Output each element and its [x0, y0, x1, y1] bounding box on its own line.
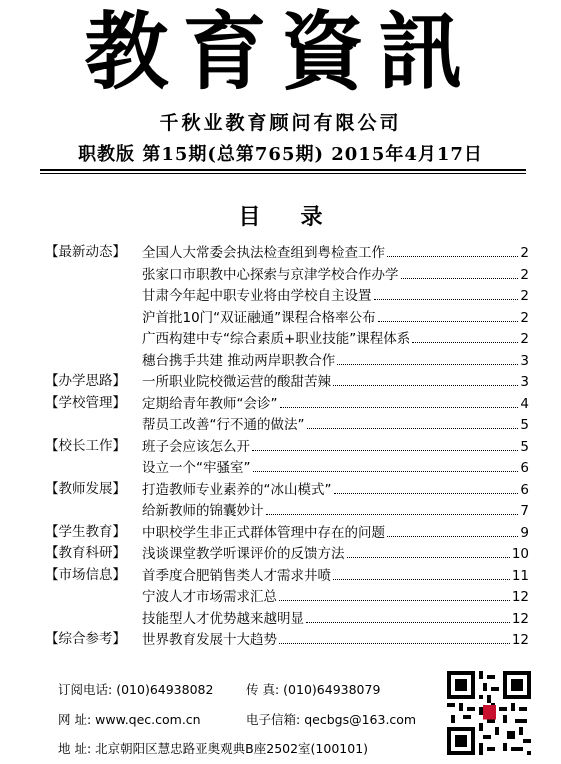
- toc-category: 【最新动态】: [45, 244, 126, 260]
- toc-row[interactable]: [45, 479, 529, 501]
- toc-entry[interactable]: [142, 414, 529, 437]
- toc-page-number: 5: [520, 438, 529, 455]
- toc-row[interactable]: [45, 586, 529, 608]
- toc-entry-title: 甘肃今年起中职专业将由学校自主设置: [142, 288, 372, 304]
- dot-leader: [337, 350, 518, 365]
- toc-page-number: 12: [511, 589, 529, 605]
- email-link[interactable]: qecbgs@163.com: [304, 712, 417, 727]
- toc-page-number: 12: [511, 632, 529, 648]
- toc-page-number: 2: [520, 331, 529, 347]
- toc-row[interactable]: [45, 307, 529, 329]
- toc-entry[interactable]: [142, 608, 529, 631]
- dot-leader: [347, 543, 510, 558]
- toc-entry-title: 定期给青年教师“会诊”: [142, 395, 278, 412]
- dot-leader: [412, 328, 518, 343]
- dot-leader: [333, 565, 510, 580]
- toc-entry[interactable]: [142, 264, 529, 287]
- toc-row[interactable]: [45, 629, 529, 651]
- toc-category: 【教育科研】: [45, 545, 126, 561]
- toc-row[interactable]: [45, 500, 529, 522]
- toc-entry-title: 技能型人才优势越来越明显: [142, 610, 304, 627]
- dot-leader: [334, 479, 519, 494]
- toc-page-number: 2: [520, 245, 529, 261]
- toc-entry-title: 穗台携手共建 推动两岸职教合作: [142, 352, 336, 369]
- toc-category: 【学生教育】: [45, 523, 126, 540]
- toc-category: 【市场信息】: [45, 566, 126, 583]
- toc-row[interactable]: [45, 543, 529, 565]
- toc-row[interactable]: [45, 436, 529, 458]
- toc-entry-title: 给新教师的锦囊妙计: [142, 503, 264, 519]
- toc-row[interactable]: [45, 285, 529, 307]
- toc-page-number: 2: [520, 266, 529, 283]
- toc-entry-title: 沪首批10门“双证融通”课程合格率公布: [142, 309, 376, 326]
- toc-row[interactable]: [45, 393, 529, 415]
- toc-row[interactable]: [45, 350, 529, 372]
- dot-leader: [253, 457, 519, 472]
- phone-number: (010)64938082: [116, 682, 214, 697]
- toc-category: 【办学思路】: [45, 373, 126, 389]
- company-name: 千秋业教育顾问有限公司: [159, 112, 402, 134]
- dot-leader: [374, 285, 519, 300]
- email-label: 电子信箱:: [246, 712, 301, 727]
- toc-page-number: 3: [520, 374, 529, 390]
- toc-entry-title: 全国人大常委会执法检查组到粤检查工作: [142, 245, 385, 261]
- dot-leader: [387, 242, 518, 257]
- fax-label: 传 真:: [246, 682, 280, 697]
- toc-row[interactable]: [45, 565, 529, 587]
- dot-leader: [333, 371, 518, 386]
- toc-entry[interactable]: [142, 328, 529, 351]
- dot-leader: [307, 414, 519, 429]
- toc-entry-title: 广西构建中专“综合素质+职业技能”课程体系: [142, 331, 411, 347]
- toc-entry[interactable]: [142, 242, 529, 265]
- dot-leader: [401, 264, 519, 279]
- toc-entry[interactable]: [142, 371, 529, 394]
- website-label: 网 址:: [58, 712, 92, 727]
- toc-entry-title: 设立一个“牢骚室”: [142, 460, 251, 476]
- qr-code-image: [447, 671, 531, 755]
- website-link[interactable]: www.qec.com.cn: [95, 712, 201, 727]
- dot-leader: [252, 436, 518, 451]
- dot-leader: [266, 500, 519, 515]
- table-of-contents: [45, 242, 529, 651]
- toc-row[interactable]: [45, 522, 529, 544]
- toc-entry[interactable]: [142, 393, 529, 416]
- toc-page-number: 12: [511, 610, 529, 627]
- toc-row[interactable]: [45, 371, 529, 393]
- toc-entry[interactable]: [142, 629, 529, 652]
- toc-entry-title: 帮员工改善“行不通的做法”: [142, 417, 305, 433]
- toc-entry-title: 世界教育发展十大趋势: [142, 632, 277, 648]
- toc-row[interactable]: [45, 328, 529, 350]
- toc-page-number: 7: [520, 503, 529, 519]
- toc-entry-title: 一所职业院校微运营的酸甜苦辣: [142, 374, 331, 390]
- toc-page-number: 9: [520, 524, 529, 541]
- toc-entry[interactable]: [142, 543, 529, 566]
- dot-leader: [279, 629, 510, 644]
- divider-thin: [40, 173, 526, 174]
- toc-page-number: 6: [520, 460, 529, 476]
- toc-category: 【教师发展】: [45, 480, 126, 497]
- toc-entry-title: 浅谈课堂教学听课评价的反馈方法: [142, 546, 345, 562]
- address-text: 北京朝阳区慧忠路亚奥观典B座2502室(100101): [95, 741, 369, 756]
- dot-leader: [387, 522, 518, 537]
- divider-thick: [40, 169, 526, 171]
- fax-number: (010)64938079: [283, 682, 381, 697]
- toc-entry[interactable]: [142, 479, 529, 502]
- toc-row[interactable]: [45, 264, 529, 286]
- toc-row[interactable]: [45, 242, 529, 264]
- toc-page-number: 6: [520, 481, 529, 498]
- toc-heading: 目录: [238, 204, 363, 230]
- masthead-title: 教育資訊: [84, 2, 477, 101]
- toc-category: 【学校管理】: [45, 394, 126, 411]
- toc-row[interactable]: [45, 608, 529, 630]
- dot-leader: [279, 586, 510, 601]
- toc-page-number: 3: [520, 352, 529, 369]
- toc-page-number: 2: [520, 309, 529, 326]
- toc-page-number: 11: [511, 567, 529, 584]
- address-label: 地 址:: [58, 741, 92, 756]
- dot-leader: [280, 393, 519, 408]
- toc-entry-title: 中职校学生非正式群体管理中存在的问题: [142, 524, 385, 541]
- toc-category: 【综合参考】: [45, 631, 126, 647]
- toc-entry[interactable]: [142, 285, 529, 308]
- toc-entry[interactable]: [142, 457, 529, 480]
- toc-entry[interactable]: [142, 436, 529, 459]
- phone-label: 订阅电话:: [58, 682, 113, 697]
- issue-line: 职教版 第15期(总第765期) 2015年4月17日: [78, 144, 483, 165]
- toc-entry[interactable]: [142, 565, 529, 588]
- toc-category: 【校长工作】: [45, 437, 126, 454]
- toc-row[interactable]: [45, 414, 529, 436]
- toc-page-number: 4: [520, 395, 529, 412]
- dot-leader: [378, 307, 519, 322]
- dot-leader: [306, 608, 510, 623]
- toc-entry[interactable]: [142, 586, 529, 609]
- toc-entry[interactable]: [142, 350, 529, 373]
- toc-entry-title: 张家口市职教中心探索与京津学校合作办学: [142, 266, 399, 283]
- toc-page-number: 2: [520, 288, 529, 304]
- toc-entry-title: 打造教师专业素养的“冰山模式”: [142, 481, 332, 498]
- toc-entry-title: 宁波人才市场需求汇总: [142, 589, 277, 605]
- toc-entry[interactable]: [142, 307, 529, 330]
- toc-entry[interactable]: [142, 500, 529, 523]
- toc-row[interactable]: [45, 457, 529, 479]
- toc-entry-title: 班子会应该怎么开: [142, 438, 250, 455]
- toc-entry-title: 首季度合肥销售类人才需求井喷: [142, 567, 331, 584]
- toc-page-number: 5: [520, 417, 529, 433]
- toc-entry[interactable]: [142, 522, 529, 545]
- toc-page-number: 10: [511, 546, 529, 562]
